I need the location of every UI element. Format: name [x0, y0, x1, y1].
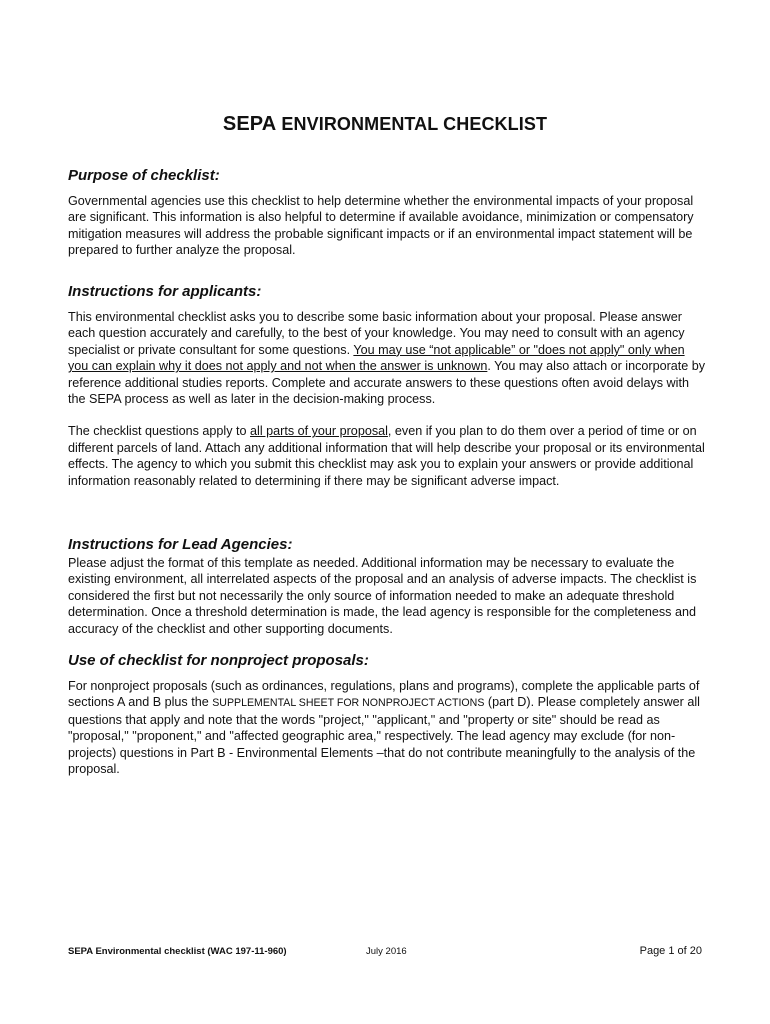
nonproject-text-b: (part D). Please completely answer all questions that apply and note that the words "project," "applicant," and "property or site" should be read as "proposal," "proponent," and "affected geographic area," respectively. The lead agency may exclude (for non-projects) questions in Part B - Environmental Elements –that do not contribute meaningfully to the analysis of the proposal. [68, 695, 700, 777]
applicants-paragraph-2 [68, 423, 708, 489]
lead-text: Please adjust the format of this template as needed. Additional information may be necessary to evaluate the existing environment, all interrelated aspects of the proposal and an analysis of adverse impacts. The checklist is considered the first but not necessarily the only source of information needed to make an adequate threshold determination. Once a threshold determination is made, the lead agency is responsible for the completeness and accuracy of the checklist and other supporting documents. [68, 556, 697, 636]
applicants-p1-underlined: You may use “not applicable” or "does not apply" only when you can explain why it does not apply and not when the answer is unknown [68, 342, 685, 374]
section-applicants [68, 282, 708, 489]
document-title [0, 113, 770, 136]
nonproject-supplemental-sheet: SUPPLEMENTAL SHEET FOR NONPROJECT ACTIONS [212, 697, 485, 710]
title-rest: ENVIRONMENTAL CHECKLIST [276, 114, 548, 134]
applicants-paragraph-1 [68, 309, 708, 407]
footer-date: July 2016 [366, 946, 407, 957]
nonproject-text [68, 678, 708, 777]
applicants-p2-a: The checklist questions apply to [68, 424, 251, 439]
purpose-text: Governmental agencies use this checklist to help determine whether the environmental impacts of your proposal are significant. This information is also helpful to determine if available avoidance, minimization or compensatory mitigation measures will address the probable significant impacts or if an environmental impact statement will be prepared to further analyze the proposal. [68, 194, 694, 258]
applicants-p1-b: . You may also attach or incorporate by reference additional studies reports. Complete and accurate answers to these questions often avoid delays with the SEPA process as well as later in the decision-making process. [68, 359, 706, 407]
applicants-p1-a: This environmental checklist asks you to describe some basic information about your proposal. Please answer each question accurately and carefully, to the best of your knowledge. You may need to consult with an agency specialist or private consultant for some questions. [68, 310, 685, 357]
footer-page-number: Page 1 of 20 [639, 945, 702, 957]
section-lead-agencies [68, 535, 708, 637]
applicants-p2-b: , even if you plan to do them over a period of time or on different parcels of land. Attach any additional information that will help describe your proposal or its environmental effects. The agency to which you submit this checklist may ask you to explain your answers or provide additional information reasonably related to determining if there may be significant adverse impact. [68, 424, 705, 488]
footer-doc-reference: SEPA Environmental checklist (WAC 197-11-960) [68, 946, 287, 957]
section-purpose [68, 166, 708, 259]
nonproject-text-a: For nonproject proposals (such as ordinances, regulations, plans and programs), complete the applicable parts of sections A and B plus the [68, 679, 700, 710]
section-nonproject [68, 651, 708, 777]
nonproject-heading: Use of checklist for nonproject proposals: [68, 652, 369, 669]
applicants-p2-underlined: all parts of your proposal [250, 424, 388, 439]
purpose-heading: Purpose of checklist: [68, 167, 220, 184]
applicants-heading: Instructions for applicants: [68, 283, 262, 300]
title-sepa: SEPA [222, 113, 277, 135]
lead-heading: Instructions for Lead Agencies: [68, 536, 293, 553]
